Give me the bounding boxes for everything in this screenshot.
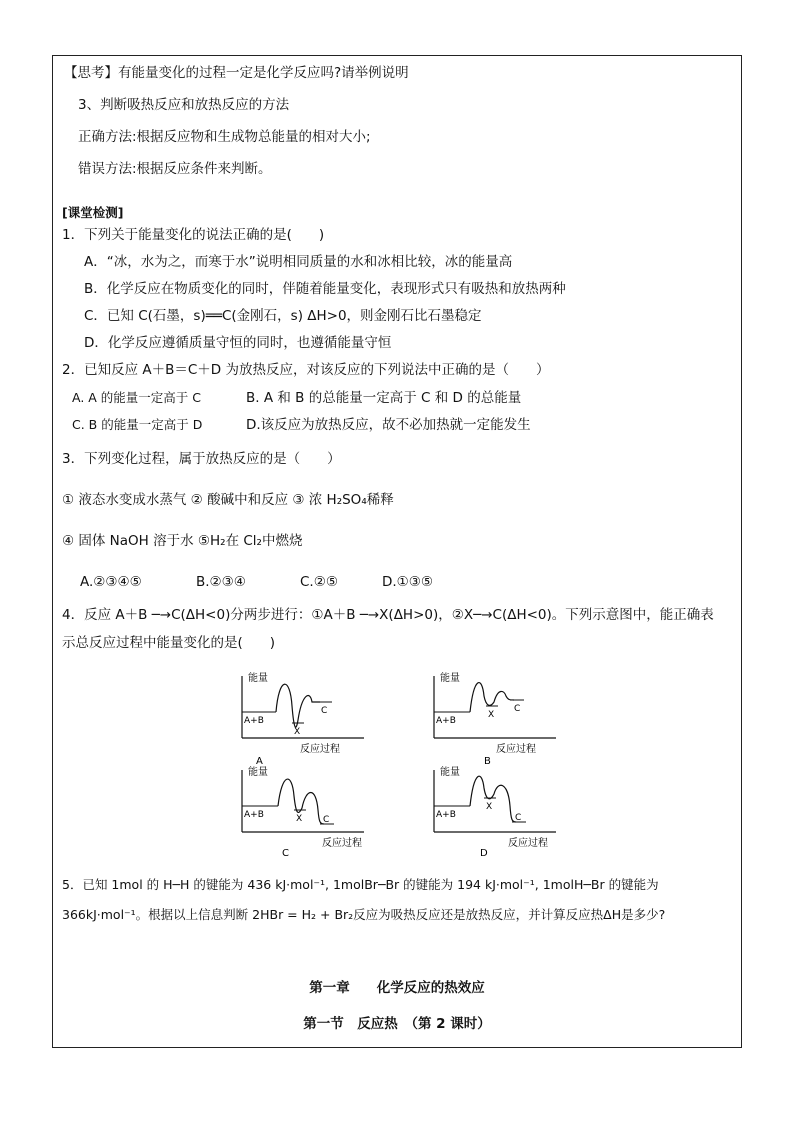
graph-label: B [484,756,491,766]
ab-label: A+B [436,810,456,820]
x-mark: X [486,802,493,812]
q3-items-line1: ① 液态水变成水蒸气 ② 酸碱中和反应 ③ 浓 H₂SO₄稀释 [62,492,394,508]
q2-stem: 2．已知反应 A＋B＝C＋D 为放热反应，对该反应的下列说法中正确的是（ ） [62,362,550,378]
method-wrong: 错误方法:根据反应条件来判断。 [78,161,272,177]
y-axis-label: 能量 [248,673,268,684]
q4-stem-line2: 示总反应过程中能量变化的是( ) [62,635,276,651]
q3-option-d: D.①③⑤ [382,574,433,590]
y-axis-label: 能量 [248,767,268,778]
graph-label: D [480,848,488,859]
section-title: [课堂检测] [62,205,124,220]
c-mark: C [515,813,522,823]
q2-option-d: D.该反应为放热反应，故不必加热就一定能发生 [246,417,531,433]
method-title: 3、判断吸热反应和放热反应的方法 [78,97,290,113]
q3-option-a: A.②③④⑤ [80,574,142,590]
x-axis-label: 反应过程 [496,744,536,755]
page-frame [52,55,742,1048]
q5-line2: 366kJ·mol⁻¹。根据以上信息判断 2HBr = H₂ + Br₂反应为吸热反应还是放热反应，并计算反应热ΔH是多少? [62,907,666,922]
q1-option-b: B．化学反应在物质变化的同时，伴随着能量变化，表现形式只有吸热和放热两种 [84,281,566,297]
x-mark: X [488,710,495,720]
x-mark: X [296,814,303,824]
chapter-title: 第一章 化学反应的热效应 [309,980,485,996]
c-mark: C [323,815,330,825]
q2-option-b: B. A 和 B 的总能量一定高于 C 和 D 的总能量 [246,390,522,406]
q1-option-a: A．“冰，水为之，而寒于水”说明相同质量的水和冰相比较，冰的能量高 [84,254,513,270]
energy-diagram-c [232,760,372,860]
q1-option-c: C．已知 C(石墨，s)══C(金刚石，s) ΔH>0，则金刚石比石墨稳定 [84,308,482,324]
y-axis-label: 能量 [440,767,460,778]
x-axis-label: 反应过程 [508,838,548,849]
lesson-title: 第一节 反应热 （第 2 课时） [303,1016,491,1032]
q3-items-line2: ④ 固体 NaOH 溶于水 ⑤H₂在 Cl₂中燃烧 [62,533,303,549]
graph-label: C [282,848,289,859]
q3-option-b: B.②③④ [196,574,246,590]
x-mark: X [294,727,301,737]
method-correct: 正确方法:根据反应物和生成物总能量的相对大小; [78,129,371,145]
q2-option-a: A. A 的能量一定高于 C [72,390,202,405]
graph-label: A [256,756,263,766]
energy-diagram-b [424,666,564,766]
q1-stem: 1．下列关于能量变化的说法正确的是( ) [62,227,325,243]
ab-label: A+B [244,810,264,820]
q2-option-c: C. B 的能量一定高于 D [72,417,203,432]
energy-diagram-d [424,760,564,860]
c-mark: C [514,704,521,714]
q4-stem-line1: 4．反应 A＋B ─→C(ΔH<0)分两步进行：①A＋B ─→X(ΔH>0)，②X─→C(ΔH<0)。下列示意图中，能正确表 [62,607,714,623]
x-axis-label: 反应过程 [300,744,340,755]
ab-label: A+B [244,716,264,726]
c-mark: C [321,706,328,716]
q1-option-d: D．化学反应遵循质量守恒的同时，也遵循能量守恒 [84,335,392,351]
y-axis-label: 能量 [440,673,460,684]
q5-line1: 5．已知 1mol 的 H─H 的键能为 436 kJ·mol⁻¹, 1molBr─Br 的键能为 194 kJ·mol⁻¹, 1molH─Br 的键能为 [62,877,659,892]
ab-label: A+B [436,716,456,726]
think-prompt: 【思考】有能量变化的过程一定是化学反应吗?请举例说明 [64,65,409,81]
energy-diagram-a [232,666,372,766]
x-axis-label: 反应过程 [322,838,362,849]
q3-stem: 3．下列变化过程，属于放热反应的是（ ） [62,451,341,467]
q3-option-c: C.②⑤ [300,574,338,590]
